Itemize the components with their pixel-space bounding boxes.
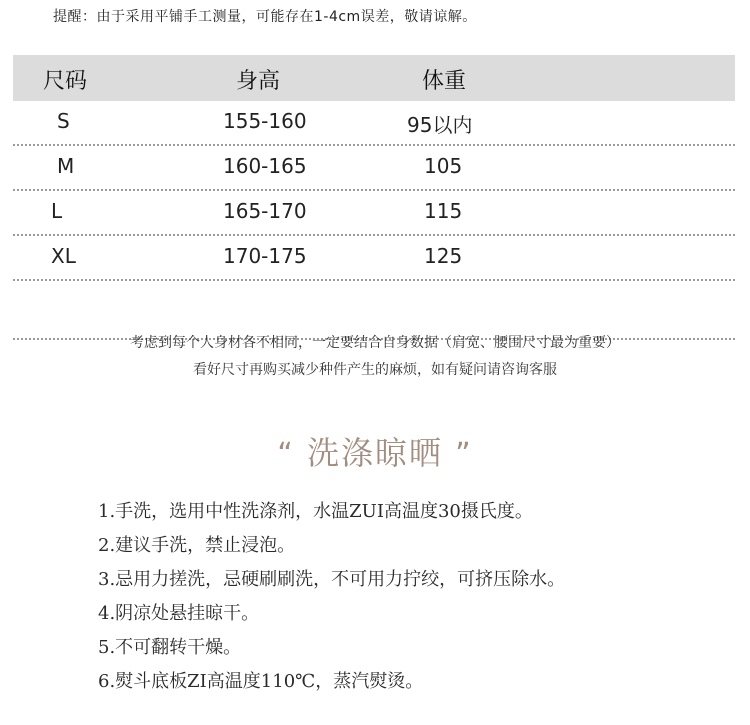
height-cell: 155-160 bbox=[223, 109, 307, 133]
close-quote: ” bbox=[455, 437, 473, 472]
measurement-notice: 提醒：由于采用平铺手工测量，可能存在1-4cm误差，敬请谅解。 bbox=[53, 9, 477, 25]
table-row bbox=[13, 101, 735, 146]
weight-cell: 95以内 bbox=[407, 113, 473, 137]
header-size: 尺码 bbox=[43, 69, 88, 94]
header-weight: 体重 bbox=[422, 69, 467, 94]
open-quote: “ bbox=[277, 437, 295, 472]
table-row bbox=[13, 146, 735, 191]
care-instructions-list bbox=[98, 497, 565, 701]
size-cell: S bbox=[57, 109, 70, 133]
height-cell: 160-165 bbox=[223, 154, 307, 178]
care-title-text: 洗涤晾晒 bbox=[306, 434, 443, 472]
size-tip-line-1: 考虑到每个人身材各不相同，一定要结合自身数据（肩宽、腰围尺寸最为重要） bbox=[130, 335, 620, 351]
list-item: 4.阴凉处悬挂晾干。 bbox=[98, 603, 260, 624]
header-height: 身高 bbox=[236, 69, 281, 94]
list-item: 5.不可翻转干燥。 bbox=[98, 637, 242, 658]
size-tip-line-2: 看好尺寸再购买减少种件产生的麻烦，如有疑问请咨询客服 bbox=[193, 362, 557, 378]
size-table bbox=[13, 55, 735, 340]
table-row bbox=[13, 191, 735, 236]
size-cell: L bbox=[51, 199, 63, 223]
list-item: 2.建议手洗，禁止浸泡。 bbox=[98, 535, 296, 556]
list-item: 6.熨斗底板ZI高温度110℃，蒸汽熨烫。 bbox=[98, 671, 424, 692]
care-section-title bbox=[0, 428, 750, 474]
size-cell: XL bbox=[51, 244, 76, 268]
weight-cell: 105 bbox=[424, 154, 463, 178]
list-item: 3.忌用力搓洗，忌硬刷刷洗，不可用力拧绞，可挤压除水。 bbox=[98, 569, 566, 590]
height-cell: 170-175 bbox=[223, 244, 307, 268]
table-row bbox=[13, 236, 735, 281]
weight-cell: 125 bbox=[424, 244, 463, 268]
size-cell: M bbox=[57, 154, 75, 178]
list-item: 1.手洗，选用中性洗涤剂，水温ZUI高温度30摄氏度。 bbox=[98, 501, 533, 522]
height-cell: 165-170 bbox=[223, 199, 307, 223]
weight-cell: 115 bbox=[424, 199, 463, 223]
size-table-header bbox=[13, 55, 735, 101]
